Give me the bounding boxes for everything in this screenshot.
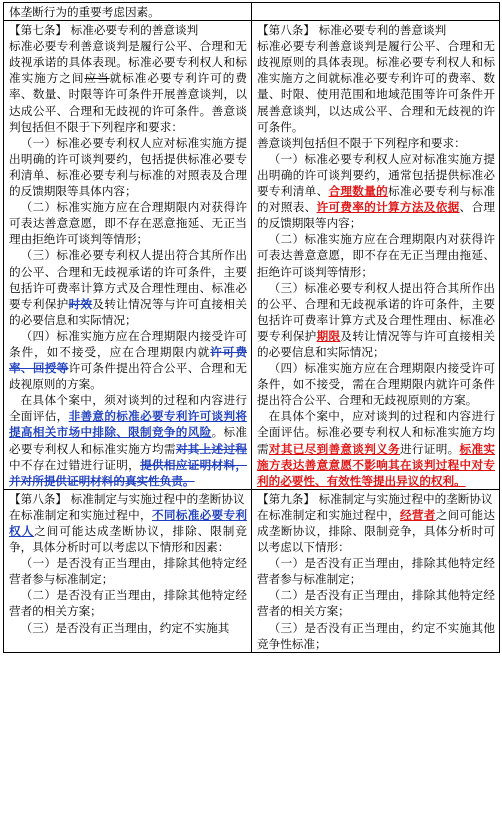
paragraph (257, 555, 495, 587)
paragraph (257, 620, 495, 652)
text-segment: 。标准必要专利权人和标准实施方均需 (9, 425, 247, 456)
text-segment: （一）是否没有正当理由，排除其他特定经营者参与标准制定； (257, 556, 495, 587)
text-segment: （二）是否没有正当理由，排除其他特定经营者的相关方案； (257, 588, 495, 619)
text-segment: 在具体个案中，应对谈判的过程和内容进行全面评估。标准必要专利权人和标准实施方均需 (257, 409, 495, 456)
text-segment: （四）标准实施方应在合理期限内接受许可条件，如不接受，需在合理期限内就许可条件提出符合公平、合理和无歧视原则的方案。 (257, 361, 495, 408)
cell-revised (252, 3, 500, 21)
text-segment: 标准必要专利与标准的对照表、 (257, 184, 495, 215)
text-segment: 、合理的反馈期限等内容； (257, 200, 495, 231)
table-row (4, 489, 500, 652)
text-segment: 及转让情况等与许可直接相关的必要信息和实际情况； (9, 296, 247, 327)
text-segment: 标准必要专利善意谈判是履行公平、合理和无歧视承诺的具体表现。标准必要专利权人和标准实施方之间 (9, 39, 247, 86)
text-segment: 在具体个案中，须对谈判的过程和内容进行全面评估， (9, 393, 247, 424)
table-row (4, 3, 500, 21)
paragraph (257, 408, 495, 488)
paragraph (257, 587, 495, 619)
text-segment: （三）是否没有正当理由，约定不实施其他竞争性标准； (257, 620, 495, 651)
paragraph (9, 392, 247, 489)
text-segment: 之间可能达成垄断协议，排除、限制竞争，具体分析时可以考虑以下情形和因素： (9, 524, 247, 555)
text-segment: （一）标准必要专利权人应对标准实施方提出明确的许可谈判要约，通常包括提供标准必要专利清单、 (257, 151, 495, 199)
paragraph (257, 491, 495, 507)
paragraph (257, 38, 495, 135)
paragraph (257, 360, 495, 408)
text-segment: （四）标准实施方应在合理期限内接受许可条件，如不接受，应在合理期限内就 (9, 328, 247, 359)
marked-text: 许可费率的计算方法及依据 (316, 200, 460, 215)
paragraph (257, 231, 495, 279)
paragraph (257, 135, 495, 151)
cell-original (4, 3, 252, 21)
text-segment: （二）标准实施方应在合理期限内对获得许可表达善意意愿，即不存在无正当理由拖延、拒绝许可谈判等情形； (257, 232, 495, 279)
cell-original (4, 489, 252, 652)
table-row (4, 21, 500, 490)
paragraph (9, 22, 247, 38)
marked-text: 非善意的标准必要专利许可谈判将提高相关市场中排除、限制竞争的风险 (9, 409, 247, 440)
paragraph (9, 135, 247, 199)
text-segment: 进行证明。 (399, 441, 460, 456)
marked-text: 标准实施方表达善意意愿不影响其在谈判过程中对专利的必要性、有效性等提出异议的权利。 (257, 441, 495, 488)
paragraph (9, 555, 247, 587)
text-segment: （一）标准必要专利权人应对标准实施方提出明确的许可谈判要约，包括提供标准必要专利清单、标准必要专利与标准的对照表及合理的反馈期限等具体内容； (9, 135, 247, 199)
marked-text: 经营者 (399, 507, 436, 522)
cell-revised (252, 21, 500, 490)
text-segment: 中不存在过错进行证明， (9, 457, 141, 472)
paragraph (9, 4, 247, 20)
text-segment: （三）标准必要专利权人提出符合其所作出的公平、合理和无歧视承诺的许可条件，主要包括许可费率计算方式及合理性理由、标准必要专利保护 (9, 248, 247, 311)
text-segment: 善意谈判包括但不限于下列程序和要求： (257, 135, 466, 150)
text-segment: 体垄断行为的重要考虑因素。 (9, 5, 160, 19)
text-segment: 【第九条】 标准制定与实施过程中的垄断协议 (257, 491, 493, 506)
marked-text: 对其已尽到善意谈判义务 (268, 441, 400, 456)
comparison-table (3, 2, 500, 653)
paragraph (9, 507, 247, 555)
paragraph (9, 587, 247, 619)
marked-text: 不同标准必要专利权人 (9, 507, 247, 538)
text-segment: 就标准必要专利许可的费率、数量、时限等许可条件开展善意谈判，以达成公平、合理和无歧视的许可条件。善意谈判包括但不限于下列程序和要求： (9, 71, 247, 134)
text-segment: （三）标准必要专利权人提出符合其所作出的公平、合理和无歧视承诺的许可条件，主要包括许可费率计算方式及合理性理由、标准必要专利保护 (257, 280, 495, 343)
cell-original (4, 21, 252, 490)
paragraph (9, 620, 247, 636)
paragraph (9, 491, 247, 507)
paragraph (257, 507, 495, 555)
text-segment: （二）标准实施方应在合理期限内对获得许可表达善意意愿，即不存在恶意拖延、无正当理由拒绝许可谈判等情形； (9, 200, 247, 247)
marked-text: 对其上述过程 (175, 441, 247, 456)
cell-revised (252, 489, 500, 652)
paragraph (9, 38, 247, 135)
marked-text: 时效 (68, 296, 93, 311)
marked-text: 许可费率、回授等 (9, 344, 247, 376)
paragraph (9, 199, 247, 247)
text-segment: 之间可能达成垄断协议，排除、限制竞争，具体分析时可以考虑以下情形： (257, 507, 495, 555)
paragraph (257, 151, 495, 231)
text-segment: （三）是否没有正当理由，约定不实施其 (20, 620, 230, 635)
text-segment: 【第八条】 标准制定与实施过程中的垄断协议 (9, 491, 245, 506)
marked-text: 期限 (316, 328, 341, 343)
paragraph (257, 280, 495, 360)
text-segment: （一）是否没有正当理由，排除其他特定经营者参与标准制定； (9, 556, 247, 587)
text-segment: 在标准制定和实施过程中， (9, 507, 152, 522)
paragraph (9, 328, 247, 392)
text-segment: 【第七条】 标准必要专利的善意谈判 (9, 23, 199, 38)
paragraph (9, 247, 247, 327)
text-segment: 许可条件提出符合公平、合理和无歧视原则的方案。 (9, 361, 247, 392)
text-segment: 及转让情况等与许可直接相关的必要信息和实际情况； (257, 328, 495, 359)
marked-text: 应当 (84, 71, 110, 86)
paragraph (257, 22, 495, 38)
text-segment: （二）是否没有正当理由，排除其他特定经营者的相关方案； (9, 588, 247, 619)
marked-text: 提供相应证明材料，并对所提供证明材料的真实性负责。 (9, 457, 247, 488)
text-segment: 在标准制定和实施过程中， (257, 507, 400, 522)
text-segment: 【第八条】 标准必要专利的善意谈判 (257, 23, 447, 38)
marked-text: 合理数量的 (328, 184, 389, 199)
text-segment: 标准必要专利善意谈判是履行公平、合理和无歧视原则的具体表现。标准必要专利权人和标准实施方之间就标准必要专利许可的费率、数量、时限、使用范围和地域范围等许可条件开展善意谈判，以达成公平、合理和无歧视的许可条件。 (257, 39, 495, 134)
